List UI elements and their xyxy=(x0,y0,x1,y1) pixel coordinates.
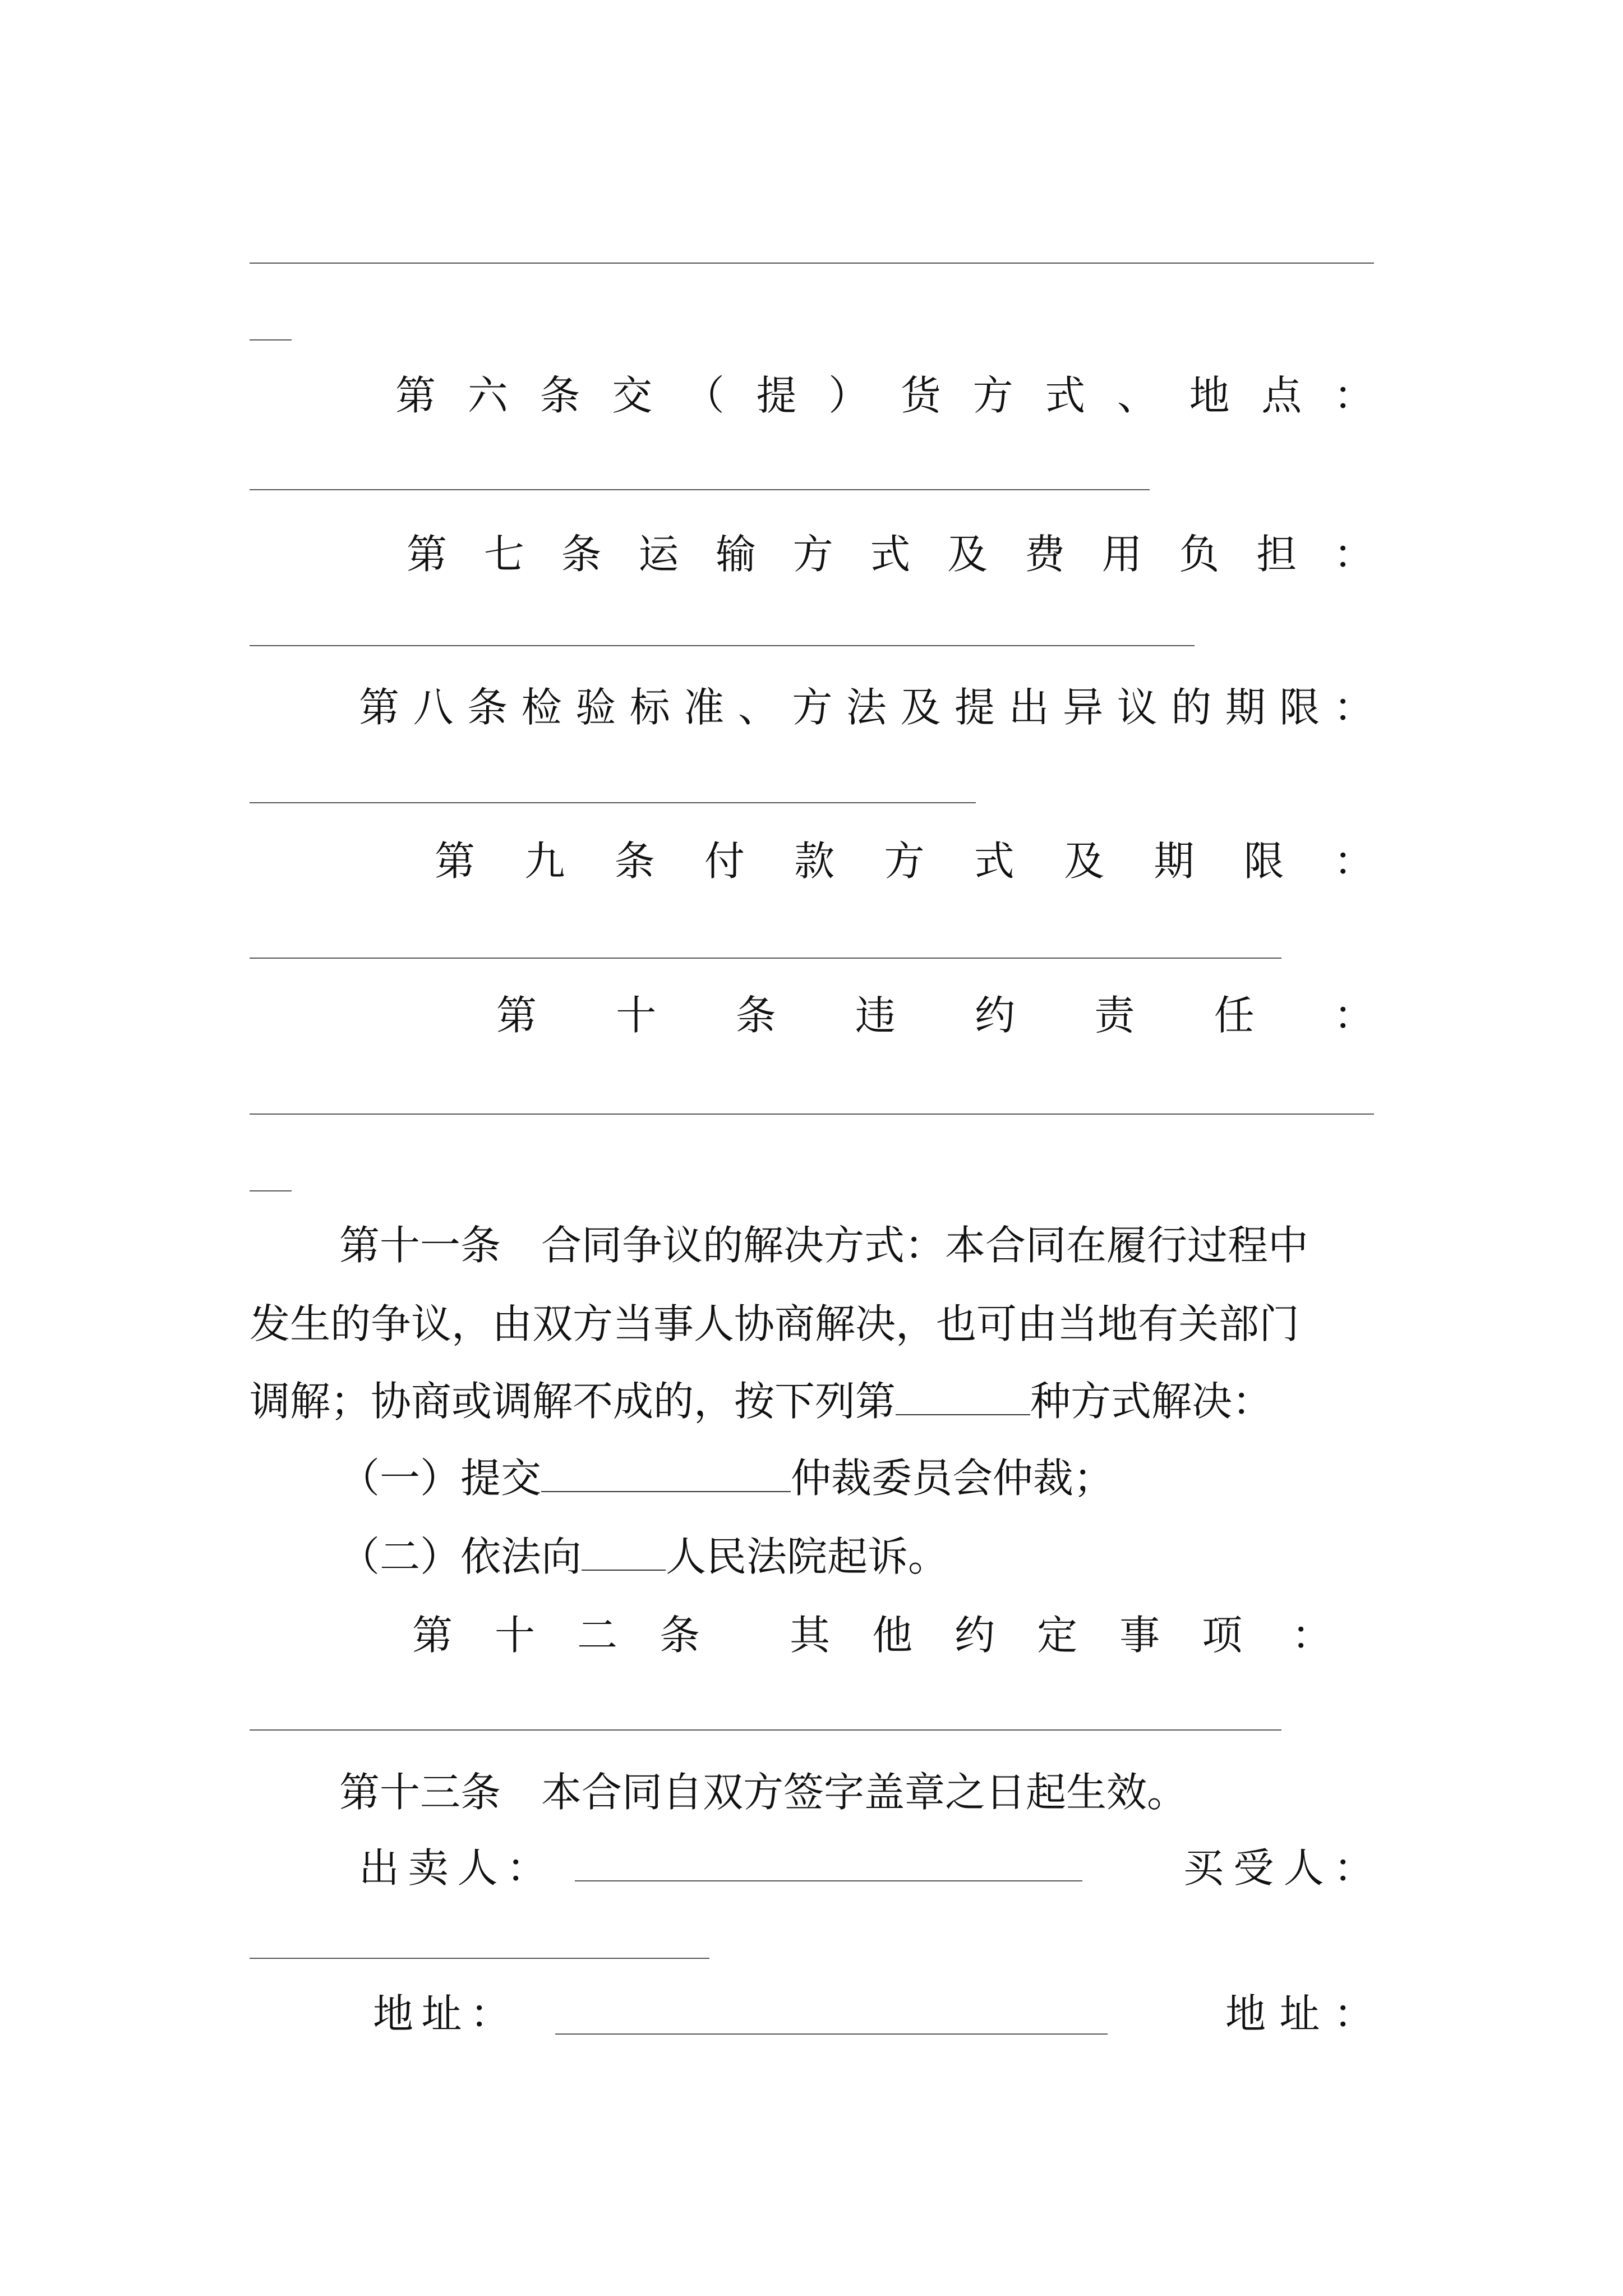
heading-char: 九 xyxy=(524,838,565,885)
heading-char: 出 xyxy=(359,1844,400,1892)
heading-char: 提 xyxy=(756,372,797,419)
heading-char: 第 xyxy=(435,838,476,885)
choice-blank[interactable] xyxy=(896,1375,1030,1415)
heading-char: ： xyxy=(1333,1844,1374,1892)
heading-char: 条 xyxy=(735,992,776,1039)
heading-char: 担 xyxy=(1256,531,1297,578)
heading-char: 项 xyxy=(1202,1612,1243,1659)
fill-line xyxy=(250,1114,1374,1115)
heading-char: 第 xyxy=(407,531,448,578)
heading-char: 受 xyxy=(1233,1844,1274,1892)
heading-char: 第 xyxy=(395,372,436,419)
heading-char: 货 xyxy=(900,372,941,419)
heading-char: 其 xyxy=(790,1612,831,1659)
heading-char: ： xyxy=(1333,684,1374,731)
heading-char: 及 xyxy=(900,684,941,731)
heading-char: 及 xyxy=(1064,838,1105,885)
heading-char: ： xyxy=(1291,1612,1332,1659)
article-11-line-3-text: 调解；协商或调解不成的，按下列第 xyxy=(250,1378,896,1425)
address-left-label xyxy=(373,1983,510,2045)
heading-char: （ xyxy=(684,372,725,419)
heading-char: 人 xyxy=(1283,1844,1324,1892)
heading-char: 址 xyxy=(1279,1990,1320,2037)
heading-char: 条 xyxy=(614,838,655,885)
heading-char: 式 xyxy=(870,531,911,578)
article-11-line-1: 第十一条 合同争议的解决方式：本合同在履行过程中 xyxy=(339,1222,1309,1269)
heading-char: 地 xyxy=(373,1990,414,2037)
heading-char: 提 xyxy=(955,684,995,731)
article-11-line-3 xyxy=(250,1370,1272,1432)
heading-char: 议 xyxy=(1117,684,1158,731)
article-12-heading xyxy=(412,1604,1374,1666)
article-10-heading xyxy=(496,984,1374,1046)
heading-char: 人 xyxy=(457,1844,498,1892)
fill-line xyxy=(250,1729,1281,1731)
heading-char: 址 xyxy=(421,1990,462,2037)
option-1 xyxy=(339,1447,1114,1509)
heading-char: 卖 xyxy=(408,1844,449,1892)
heading-char: ： xyxy=(1333,992,1374,1039)
article-8-heading xyxy=(359,677,1374,738)
heading-char: 负 xyxy=(1179,531,1220,578)
article-11-line-3-tail: 种方式解决： xyxy=(1030,1378,1273,1425)
heading-char: 用 xyxy=(1101,531,1142,578)
heading-char: 条 xyxy=(561,531,602,578)
fill-line xyxy=(250,1190,292,1191)
heading-char: 六 xyxy=(467,372,508,419)
option-2-tail: 人民法院起诉。 xyxy=(666,1533,949,1580)
heading-char: 八 xyxy=(413,684,454,731)
heading-char: 七 xyxy=(483,531,524,578)
heading-char: 标 xyxy=(629,684,670,731)
article-11-line-2: 发生的争议，由双方当事人协商解决，也可由当地有关部门 xyxy=(250,1300,1300,1347)
heading-char: 检 xyxy=(521,684,562,731)
heading-char: 地 xyxy=(1189,372,1230,419)
buyer-label xyxy=(1183,1837,1374,1899)
heading-char: 约 xyxy=(955,1612,995,1659)
heading-char: 款 xyxy=(794,838,835,885)
fill-line xyxy=(250,802,976,803)
heading-char: 的 xyxy=(1171,684,1212,731)
heading-char: ： xyxy=(469,1990,510,2037)
heading-char: 费 xyxy=(1024,531,1065,578)
heading-char: 限 xyxy=(1243,838,1284,885)
arbitration-blank[interactable] xyxy=(541,1452,791,1492)
heading-char: 方 xyxy=(884,838,925,885)
heading-char: 期 xyxy=(1154,838,1195,885)
heading-char: 约 xyxy=(975,992,1016,1039)
buyer-blank[interactable] xyxy=(250,1958,709,1959)
heading-char: 条 xyxy=(660,1612,700,1659)
heading-char: 付 xyxy=(704,838,745,885)
heading-char: ： xyxy=(1333,531,1374,578)
heading-char: 验 xyxy=(575,684,616,731)
heading-char: 点 xyxy=(1261,372,1302,419)
heading-char: 式 xyxy=(974,838,1015,885)
option-1-tail: 仲裁委员会仲裁； xyxy=(791,1455,1114,1502)
heading-char: 异 xyxy=(1063,684,1104,731)
seller-blank[interactable] xyxy=(575,1880,1082,1881)
heading-char: 法 xyxy=(846,684,887,731)
heading-char: ： xyxy=(506,1844,547,1892)
heading-char: 期 xyxy=(1225,684,1266,731)
heading-char: 二 xyxy=(577,1612,618,1659)
option-1-label: （一）提交 xyxy=(339,1455,542,1502)
heading-char: 第 xyxy=(496,992,537,1039)
heading-char: 方 xyxy=(972,372,1013,419)
heading-char: 方 xyxy=(792,531,833,578)
address-right-label xyxy=(1225,1983,1374,2045)
heading-char: 及 xyxy=(947,531,988,578)
option-2-label: （二）依法向 xyxy=(339,1533,582,1580)
heading-char: ： xyxy=(1333,372,1374,419)
article-6-heading xyxy=(395,365,1374,426)
article-13: 第十三条 本合同自双方签字盖章之日起生效。 xyxy=(339,1769,1188,1816)
heading-char: ： xyxy=(1333,1990,1374,2037)
heading-char: 任 xyxy=(1214,992,1255,1039)
heading-char: 买 xyxy=(1183,1844,1224,1892)
article-9-heading xyxy=(435,830,1374,892)
heading-char: 违 xyxy=(855,992,896,1039)
heading-char: 方 xyxy=(792,684,833,731)
fill-line xyxy=(250,339,292,341)
heading-char: 、 xyxy=(737,684,778,731)
heading-char: 限 xyxy=(1279,684,1320,731)
heading-char: ） xyxy=(828,372,869,419)
address-left-blank[interactable] xyxy=(555,2033,1108,2035)
heading-char: 地 xyxy=(1225,1990,1266,2037)
heading-char: 第 xyxy=(412,1612,453,1659)
heading-char: 交 xyxy=(612,372,653,419)
heading-char: 责 xyxy=(1094,992,1135,1039)
seller-label xyxy=(359,1837,547,1899)
heading-char: 条 xyxy=(540,372,580,419)
heading-char: 出 xyxy=(1008,684,1049,731)
heading-char: 准 xyxy=(684,684,725,731)
court-blank[interactable] xyxy=(582,1530,666,1571)
fill-line xyxy=(250,489,1150,490)
fill-line xyxy=(250,263,1374,264)
article-7-heading xyxy=(407,523,1374,585)
fill-line xyxy=(250,645,1195,646)
heading-char: 事 xyxy=(1119,1612,1160,1659)
fill-line xyxy=(250,958,1281,959)
heading-char: ： xyxy=(1333,838,1374,885)
heading-char: 他 xyxy=(872,1612,913,1659)
heading-char: 输 xyxy=(715,531,756,578)
heading-char: 式 xyxy=(1045,372,1086,419)
heading-char: 十 xyxy=(616,992,657,1039)
heading-char: 条 xyxy=(467,684,508,731)
heading-char: 十 xyxy=(495,1612,536,1659)
heading-char: 定 xyxy=(1037,1612,1078,1659)
option-2 xyxy=(339,1526,948,1588)
heading-char: 、 xyxy=(1117,372,1158,419)
heading-char: 运 xyxy=(638,531,679,578)
heading-char: 第 xyxy=(359,684,400,731)
